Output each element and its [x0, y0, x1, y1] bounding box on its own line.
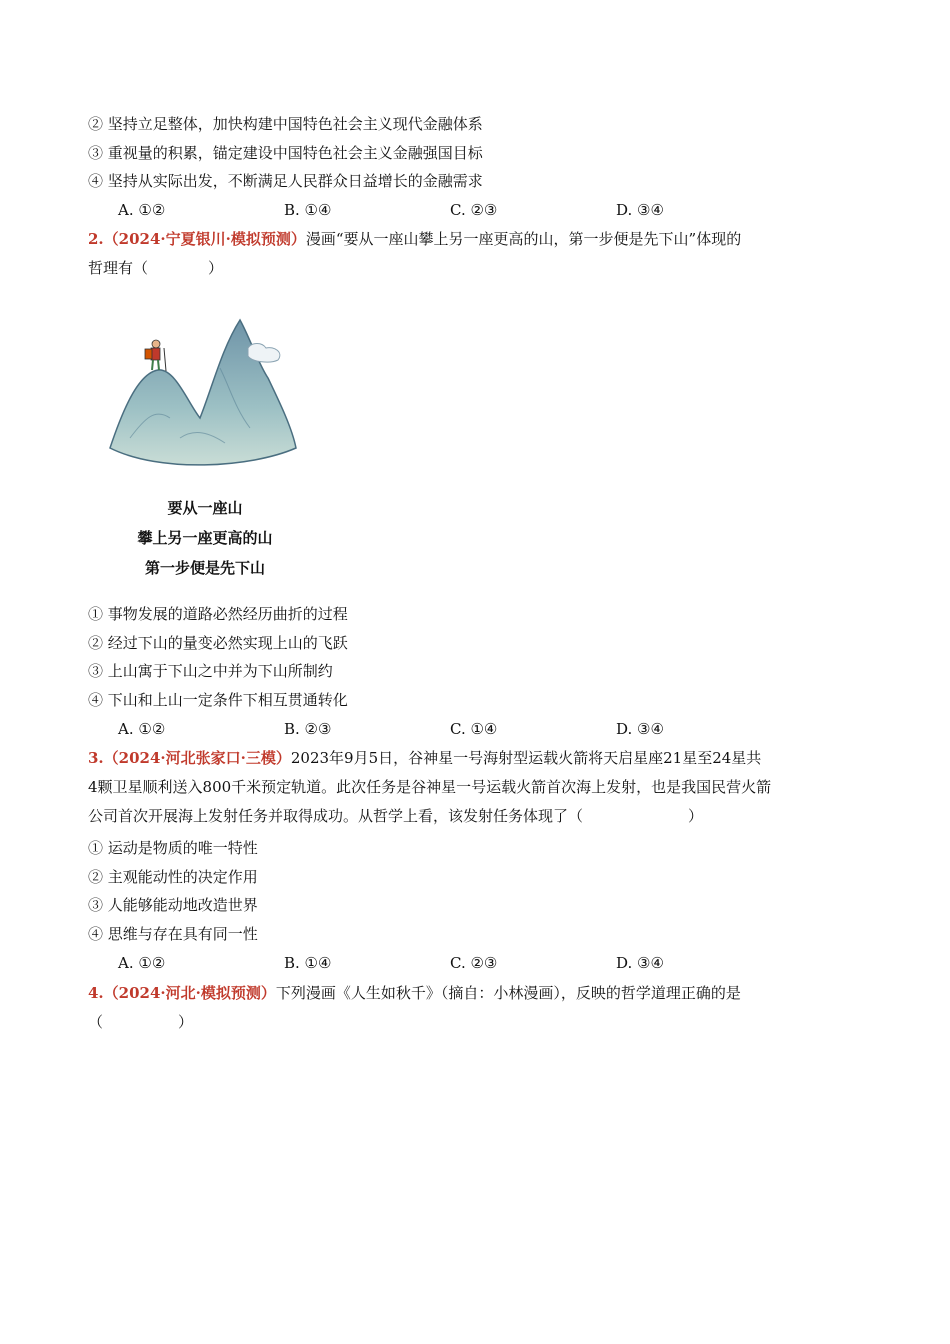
q3-option-2: ② 主观能动性的决定作用 — [88, 868, 258, 886]
q1-choice-a: A. ①② — [118, 201, 166, 219]
q4-stem-line2: （ ） — [88, 1013, 194, 1031]
q3-stem — [88, 748, 761, 768]
q2-option-3: ③ 上山寓于下山之中并为下山所制约 — [88, 662, 333, 680]
q3-choice-a: A. ①② — [118, 954, 166, 972]
q1-choice-d: D. ③④ — [616, 201, 664, 219]
comic-caption-line1: 要从一座山 — [167, 500, 243, 517]
q3-option-3: ③ 人能够能动地改造世界 — [88, 896, 258, 914]
q1-option-3: ③ 重视量的积累，锚定建设中国特色社会主义金融强国目标 — [88, 144, 483, 162]
q1-choices — [118, 200, 782, 220]
q3-choice-d: D. ③④ — [616, 954, 664, 972]
q4-number: 4. — [88, 984, 104, 1002]
q2-choice-c: C. ①④ — [450, 720, 498, 738]
comic-caption-line3: 第一步便是先下山 — [144, 560, 266, 577]
q2-stem-line2: 哲理有（ ） — [88, 259, 224, 277]
mountain-comic — [100, 308, 310, 593]
q2-choice-a: A. ①② — [118, 720, 166, 738]
q3-choice-b: B. ①④ — [284, 954, 332, 972]
q4-stem-text: 下列漫画《人生如秋千》（摘自：小林漫画），反映的哲学道理正确的是 — [275, 984, 741, 1002]
q1-option-2: ② 坚持立足整体，加快构建中国特色社会主义现代金融体系 — [88, 115, 483, 133]
q2-stem — [88, 229, 741, 249]
q2-source: （2024·宁夏银川·模拟预测） — [103, 230, 306, 248]
comic-caption-line2: 攀上另一座更高的山 — [137, 530, 273, 547]
q3-choices — [118, 953, 782, 973]
q1-choice-b: B. ①④ — [284, 201, 332, 219]
q1-option-4: ④ 坚持从实际出发，不断满足人民群众日益增长的金融需求 — [88, 172, 483, 190]
q3-stem-line2: 4颗卫星顺利送入800千米预定轨道。此次任务是谷神星一号运载火箭首次海上发射，也是我国民营火箭 — [88, 778, 772, 796]
q4-stem — [88, 983, 741, 1003]
q3-number: 3. — [88, 749, 104, 767]
q3-option-4: ④ 思维与存在具有同一性 — [88, 925, 258, 943]
q1-choice-c: C. ②③ — [450, 201, 498, 219]
mountain-illustration-icon — [100, 308, 310, 593]
q4-source: （2024·河北·模拟预测） — [103, 984, 276, 1002]
q2-option-1: ① 事物发展的道路必然经历曲折的过程 — [88, 605, 348, 623]
q2-number: 2. — [88, 230, 104, 248]
q2-choices — [118, 719, 782, 739]
q3-source: （2024·河北张家口·三模） — [103, 749, 291, 767]
q2-option-2: ② 经过下山的量变必然实现上山的飞跃 — [88, 634, 348, 652]
q3-stem-line3: 公司首次开展海上发射任务并取得成功。从哲学上看，该发射任务体现了（ ） — [88, 807, 704, 825]
q2-choice-b: B. ②③ — [284, 720, 332, 738]
q3-choice-c: C. ②③ — [450, 954, 498, 972]
q2-choice-d: D. ③④ — [616, 720, 664, 738]
q2-stem-text: 漫画“要从一座山攀上另一座更高的山，第一步便是先下山”体现的 — [305, 230, 742, 248]
q3-option-1: ① 运动是物质的唯一特性 — [88, 839, 258, 857]
hiker-figure — [145, 340, 166, 371]
q3-stem-text: 2023年9月5日，谷神星一号海射型运载火箭将天启星座21星至24星共 — [290, 749, 762, 767]
q2-option-4: ④ 下山和上山一定条件下相互贯通转化 — [88, 691, 348, 709]
